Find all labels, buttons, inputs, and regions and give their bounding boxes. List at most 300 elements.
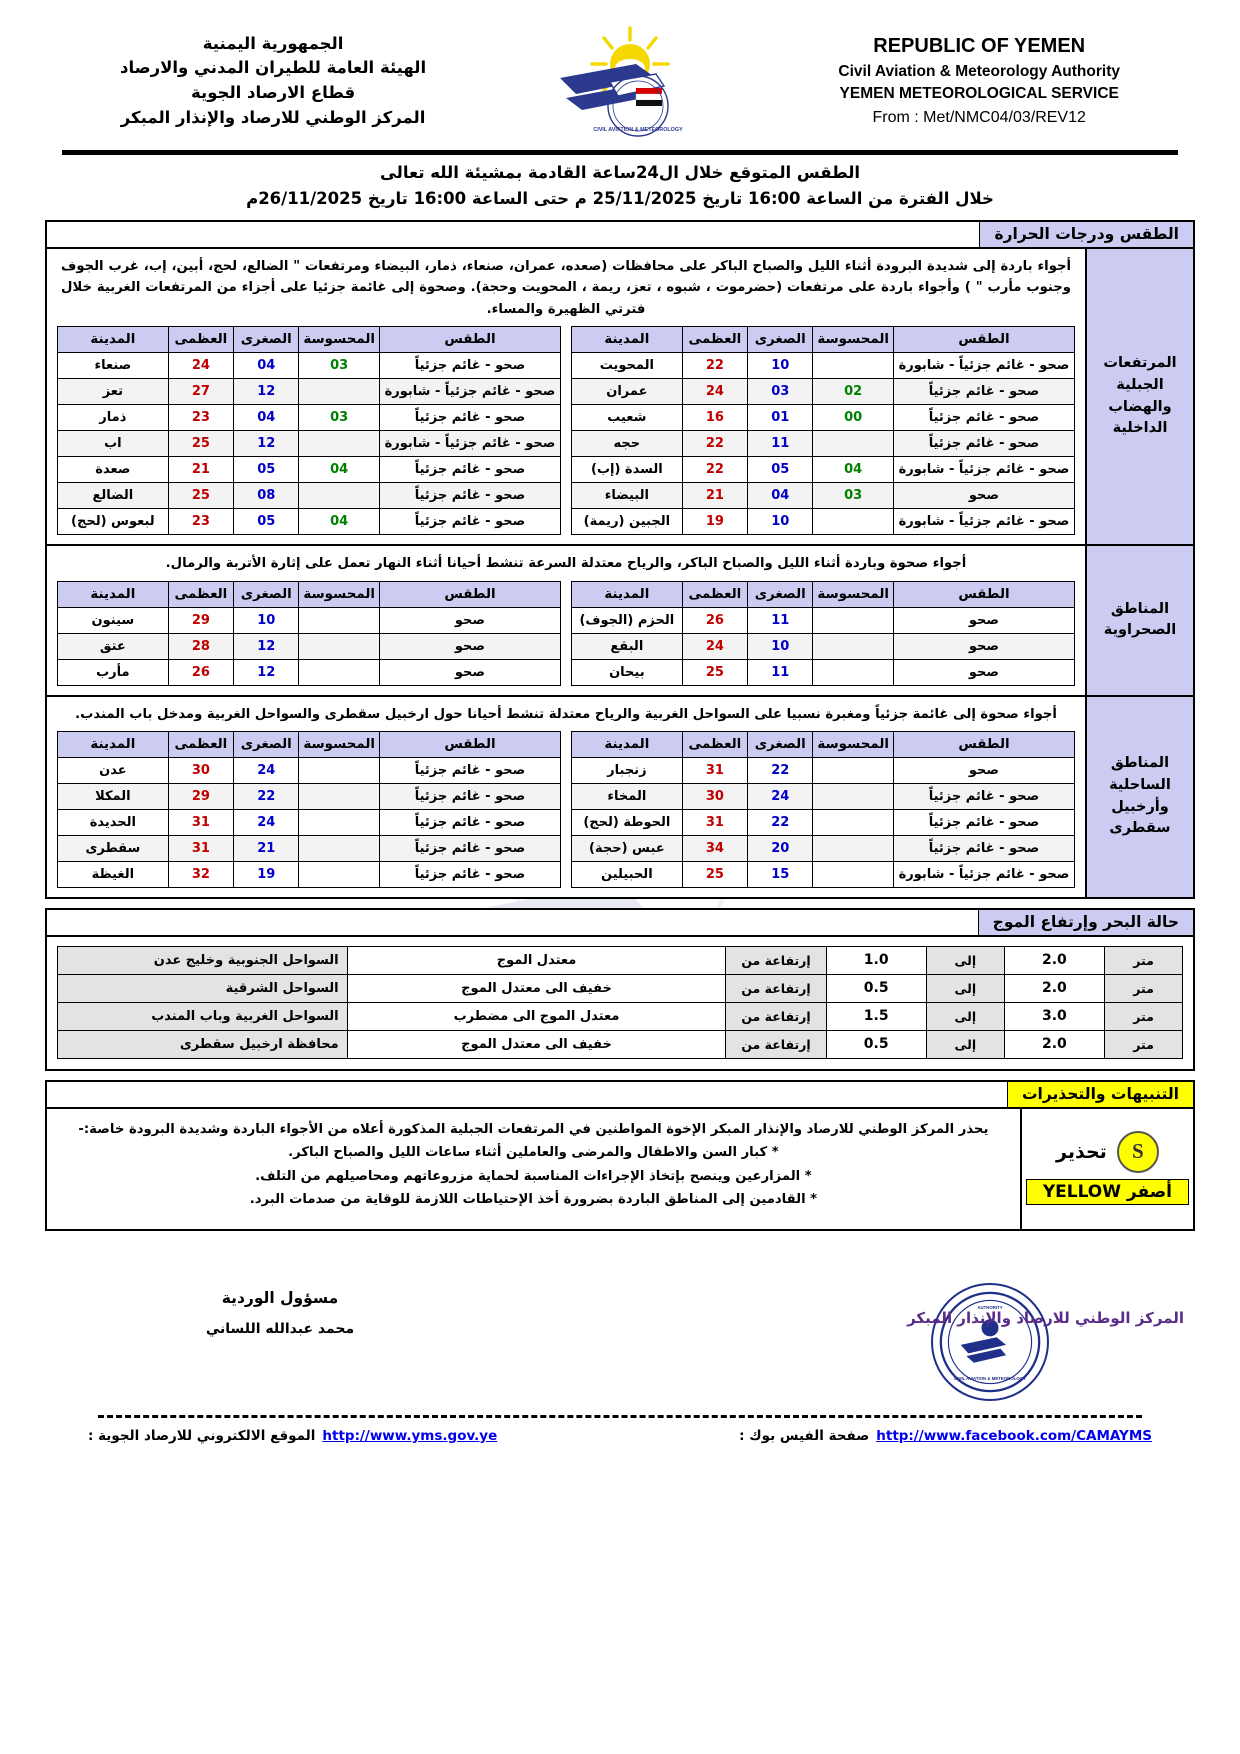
- cell-unit: متر: [1105, 946, 1183, 974]
- cell-min: 24: [748, 783, 813, 809]
- cell-weather: صحو - غائم جزئياً: [379, 405, 560, 431]
- cell-max: 25: [682, 659, 747, 685]
- warning-section-headbar: [47, 1082, 1193, 1109]
- cell-city: بيحان: [572, 659, 683, 685]
- table-row: [572, 783, 1075, 809]
- table-row: [58, 431, 561, 457]
- cell-weather: صحو - غائم جزئياً: [379, 783, 560, 809]
- cell-city: السدة (إب): [572, 457, 683, 483]
- cell-feels: 04: [813, 457, 893, 483]
- facebook-link-group[interactable]: [739, 1428, 1152, 1444]
- desert-table-left: [571, 581, 1075, 686]
- cell-min: 15: [748, 861, 813, 887]
- arabic-header-line1: الجمهورية اليمنية: [202, 33, 344, 53]
- table-row: [58, 405, 561, 431]
- cell-weather: صحو - غائم جزئياً: [893, 835, 1074, 861]
- stamp-caption: المركز الوطني للارصاد والإنذار المبكر: [907, 1308, 1184, 1327]
- col-weather: الطقس: [893, 327, 1074, 353]
- cell-min: 19: [234, 861, 299, 887]
- col-max: العظمى: [168, 731, 233, 757]
- cell-city: لبعوس (لحج): [58, 509, 169, 535]
- cell-sea-state: معتدل الموج: [347, 946, 726, 974]
- cell-unit: متر: [1105, 1002, 1183, 1030]
- table-row: [572, 509, 1075, 535]
- warning-bullet-3: * القادمين إلى المناطق الباردة بضرورة أخذ الإحتياطات اللازمة للوقاية من صدمات البرد.: [249, 1192, 818, 1208]
- table-row: [572, 659, 1075, 685]
- english-header-line1: REPUBLIC OF YEMEN: [873, 35, 1086, 58]
- cell-weather: صحو - غائم جزئياً: [893, 379, 1074, 405]
- col-max: العظمى: [682, 581, 747, 607]
- cell-min: 05: [748, 457, 813, 483]
- cell-min: 11: [748, 607, 813, 633]
- cell-min: 12: [234, 659, 299, 685]
- cell-city: البقع: [572, 633, 683, 659]
- cell-min: 04: [234, 353, 299, 379]
- mountains-table-left: [571, 326, 1075, 535]
- cell-city: سينون: [58, 607, 169, 633]
- cell-feels: 00: [813, 405, 893, 431]
- warning-lead: يحذر المركز الوطني للارصاد والإنذار المبكر الإخوة المواطنين في المرتفعات الجبلية المذكورة أعلاه من الأجواء الباردة وشديدة البرودة خاصة:-: [78, 1121, 989, 1137]
- cell-weather: صحو - غائم جزئياً - شابورة: [379, 431, 560, 457]
- cell-max: 27: [168, 379, 233, 405]
- cell-feels: [299, 809, 379, 835]
- cell-min: 24: [234, 809, 299, 835]
- cell-city: حجه: [572, 431, 683, 457]
- cell-max: 31: [682, 757, 747, 783]
- group-desert-label: المناطق الصحراوية: [1085, 546, 1193, 694]
- col-feels: المحسوسة: [813, 327, 893, 353]
- group-coastal-description: أجواء صحوة إلى غائمة جزئياً ومغبرة نسبيا على السواحل الغربية والرياح معتدلة تنشط أحيانا حول ارخبيل سقطرى والسواحل الغربية ومدخل باب المندب.: [75, 706, 1057, 722]
- warning-bullet-1: * كبار السن والاطفال والمرضى والعاملين أثناء ساعات الليل والصباح الباكر.: [288, 1145, 779, 1161]
- cell-unit: متر: [1105, 1030, 1183, 1058]
- cell-min: 01: [748, 405, 813, 431]
- cell-min: 12: [234, 633, 299, 659]
- cell-city: مأرب: [58, 659, 169, 685]
- cell-feels: 04: [299, 457, 379, 483]
- cell-min: 21: [234, 835, 299, 861]
- cell-wave-to: 2.0: [1004, 946, 1104, 974]
- table-row: [572, 379, 1075, 405]
- cell-max: 30: [168, 757, 233, 783]
- table-row: [572, 809, 1075, 835]
- cell-city: عمران: [572, 379, 683, 405]
- arabic-header-line2: الهيئة العامة للطيران المدني والارصاد: [120, 58, 427, 78]
- table-row: [58, 861, 561, 887]
- col-feels: المحسوسة: [299, 327, 379, 353]
- cell-feels: [299, 633, 379, 659]
- cell-max: 29: [168, 607, 233, 633]
- cell-max: 25: [168, 483, 233, 509]
- cell-weather: صحو - غائم جزئياً: [379, 809, 560, 835]
- cell-min: 10: [748, 353, 813, 379]
- cell-max: 28: [168, 633, 233, 659]
- cell-sea-region: السواحل الشرقية: [58, 974, 348, 1002]
- warning-word: تحذير: [1056, 1140, 1107, 1163]
- cell-from-label: إرتفاعة من: [726, 946, 826, 974]
- cell-weather: صحو: [379, 633, 560, 659]
- weather-section-headbar: [47, 222, 1193, 249]
- table-row: [58, 835, 561, 861]
- cell-city: المكلا: [58, 783, 169, 809]
- cell-min: 05: [234, 509, 299, 535]
- cell-weather: صحو - غائم جزئياً: [893, 783, 1074, 809]
- cell-min: 10: [234, 607, 299, 633]
- col-max: العظمى: [168, 327, 233, 353]
- cell-weather: صحو - غائم جزئياً: [893, 809, 1074, 835]
- cell-city: الغيظة: [58, 861, 169, 887]
- authority-logo: [562, 26, 702, 136]
- cell-city: الجبين (ريمة): [572, 509, 683, 535]
- arabic-header-line3: قطاع الارصاد الجوية: [191, 83, 356, 102]
- cell-min: 10: [748, 509, 813, 535]
- group-coastal-label: المناطق الساحلية وأرخبيل سقطرى: [1085, 697, 1193, 897]
- col-city: المدينة: [58, 327, 169, 353]
- cell-wave-from: 1.0: [826, 946, 926, 974]
- table-row: [58, 509, 561, 535]
- masthead: [0, 0, 1240, 142]
- table-row: [58, 974, 1183, 1002]
- col-min: الصغرى: [748, 581, 813, 607]
- cell-feels: [299, 379, 379, 405]
- cell-max: 34: [682, 835, 747, 861]
- weather-section: [45, 220, 1195, 899]
- table-row: [58, 783, 561, 809]
- cell-max: 22: [682, 431, 747, 457]
- cell-min: 11: [748, 659, 813, 685]
- coastal-table-left: [571, 731, 1075, 888]
- cell-city: ذمار: [58, 405, 169, 431]
- cell-weather: صحو - غائم جزئياً - شابورة: [893, 509, 1074, 535]
- sea-section-headbar: [47, 910, 1193, 937]
- warning-badge: [1020, 1109, 1193, 1229]
- cell-min: 12: [234, 379, 299, 405]
- svg-text:AUTHORITY: AUTHORITY: [977, 1304, 1003, 1310]
- cell-sea-state: خفيف الى معتدل الموج: [347, 1030, 726, 1058]
- cell-feels: [299, 835, 379, 861]
- title-block: [0, 155, 1240, 214]
- table-row: [58, 1002, 1183, 1030]
- cell-weather: صحو: [379, 659, 560, 685]
- desert-table-right: [57, 581, 561, 686]
- table-row: [58, 633, 561, 659]
- cell-from-label: إرتفاعة من: [726, 1030, 826, 1058]
- cell-city: اب: [58, 431, 169, 457]
- cell-sea-region: محافظة ارخبيل سقطرى: [58, 1030, 348, 1058]
- cell-feels: 04: [299, 509, 379, 535]
- cell-feels: [813, 835, 893, 861]
- col-min: الصغرى: [234, 327, 299, 353]
- cell-max: 22: [682, 353, 747, 379]
- col-city: المدينة: [58, 731, 169, 757]
- cell-max: 23: [168, 509, 233, 535]
- cell-weather: صحو - غائم جزئياً: [379, 483, 560, 509]
- col-min: الصغرى: [234, 731, 299, 757]
- col-city: المدينة: [58, 581, 169, 607]
- col-city: المدينة: [572, 581, 683, 607]
- table-row: [58, 946, 1183, 974]
- cell-wave-to: 2.0: [1004, 974, 1104, 1002]
- cell-feels: [299, 483, 379, 509]
- cell-max: 23: [168, 405, 233, 431]
- col-weather: الطقس: [893, 581, 1074, 607]
- cell-city: عتق: [58, 633, 169, 659]
- website-link-group[interactable]: [88, 1428, 497, 1444]
- cell-weather: صحو - غائم جزئياً: [379, 509, 560, 535]
- cell-min: 24: [234, 757, 299, 783]
- group-desert-description: أجواء صحوة وباردة أثناء الليل والصباح الباكر، والرياح معتدلة السرعة تنشط أحيانا أثناء النهار تعمل على إثارة الأتربة والرمال.: [165, 556, 967, 572]
- cell-city: سقطرى: [58, 835, 169, 861]
- cell-min: 11: [748, 431, 813, 457]
- cell-feels: [813, 633, 893, 659]
- cell-min: 22: [234, 783, 299, 809]
- cell-max: 21: [682, 483, 747, 509]
- cell-min: 05: [234, 457, 299, 483]
- cell-max: 25: [168, 431, 233, 457]
- table-row: [572, 353, 1075, 379]
- cell-feels: [299, 659, 379, 685]
- col-max: العظمى: [168, 581, 233, 607]
- cell-max: 16: [682, 405, 747, 431]
- cell-weather: صحو: [893, 483, 1074, 509]
- forecast-period: خلال الفترة من الساعة 16:00 تاريخ 25/11/2025 م حتى الساعة 16:00 تاريخ 26/11/2025م: [246, 189, 994, 208]
- col-weather: الطقس: [893, 731, 1074, 757]
- cell-feels: [813, 353, 893, 379]
- cell-feels: [299, 783, 379, 809]
- cell-wave-from: 0.5: [826, 1030, 926, 1058]
- col-min: الصغرى: [748, 327, 813, 353]
- cell-weather: صحو: [893, 633, 1074, 659]
- cell-min: 20: [748, 835, 813, 861]
- cell-weather: صحو: [893, 659, 1074, 685]
- table-row: [572, 633, 1075, 659]
- col-max: العظمى: [682, 327, 747, 353]
- cell-city: البيضاء: [572, 483, 683, 509]
- col-city: المدينة: [572, 327, 683, 353]
- warning-level-badge: أصفر YELLOW: [1026, 1179, 1189, 1205]
- cell-weather: صحو - غائم جزئياً: [379, 353, 560, 379]
- cell-feels: 03: [813, 483, 893, 509]
- sea-section: [45, 908, 1195, 1071]
- website-label: الموقع الالكتروني للارصاد الجوية :: [88, 1427, 316, 1444]
- table-row: [572, 483, 1075, 509]
- cell-city: زنجبار: [572, 757, 683, 783]
- table-row: [58, 1030, 1183, 1058]
- sea-section-title: حالة البحر وإرتفاع الموج: [978, 910, 1193, 935]
- cell-weather: صحو - غائم جزئياً: [893, 405, 1074, 431]
- cell-city: الحبيلين: [572, 861, 683, 887]
- footer: [70, 1283, 1184, 1444]
- warning-text: [47, 1109, 1020, 1229]
- cell-min: 04: [748, 483, 813, 509]
- cell-feels: [813, 659, 893, 685]
- cell-from-label: إرتفاعة من: [726, 1002, 826, 1030]
- cell-city: شعيب: [572, 405, 683, 431]
- cell-city: الحوطة (لحج): [572, 809, 683, 835]
- col-feels: المحسوسة: [299, 731, 379, 757]
- cell-min: 04: [234, 405, 299, 431]
- table-row: [58, 353, 561, 379]
- svg-text:CIVIL AVIATION & METEOROLOGY: CIVIL AVIATION & METEOROLOGY: [954, 1375, 1026, 1381]
- table-row: [58, 379, 561, 405]
- cell-feels: [299, 861, 379, 887]
- col-feels: المحسوسة: [299, 581, 379, 607]
- cell-sea-region: السواحل الغربية وباب المندب: [58, 1002, 348, 1030]
- cell-to-label: إلى: [926, 1030, 1004, 1058]
- group-coastal: [47, 695, 1193, 897]
- mountains-table-right: [57, 326, 561, 535]
- website-url[interactable]: http://www.yms.gov.ye: [322, 1427, 498, 1444]
- cell-min: 10: [748, 633, 813, 659]
- cell-to-label: إلى: [926, 974, 1004, 1002]
- cell-max: 24: [682, 633, 747, 659]
- cell-feels: [813, 861, 893, 887]
- cell-city: عبس (حجة): [572, 835, 683, 861]
- english-header: [838, 32, 1120, 129]
- cell-feels: 03: [299, 405, 379, 431]
- table-row: [58, 757, 561, 783]
- group-mountains-label: المرتفعات الجبلية والهضاب الداخلية: [1085, 249, 1193, 544]
- table-row: [572, 607, 1075, 633]
- cell-sea-state: معتدل الموج الى مضطرب: [347, 1002, 726, 1030]
- group-mountains: [47, 249, 1193, 544]
- cell-max: 32: [168, 861, 233, 887]
- cell-weather: صحو - غائم جزئياً: [893, 431, 1074, 457]
- group-desert: [47, 544, 1193, 694]
- cell-sea-region: السواحل الجنوبية وخليج عدن: [58, 946, 348, 974]
- cell-to-label: إلى: [926, 946, 1004, 974]
- cell-city: الضالع: [58, 483, 169, 509]
- col-weather: الطقس: [379, 731, 560, 757]
- cell-wave-to: 3.0: [1004, 1002, 1104, 1030]
- cell-feels: [299, 431, 379, 457]
- cell-from-label: إرتفاعة من: [726, 974, 826, 1002]
- cell-min: 03: [748, 379, 813, 405]
- cell-unit: متر: [1105, 974, 1183, 1002]
- col-feels: المحسوسة: [813, 581, 893, 607]
- cell-weather: صحو - غائم جزئياً: [379, 861, 560, 887]
- cell-max: 26: [168, 659, 233, 685]
- cell-feels: [299, 757, 379, 783]
- col-city: المدينة: [572, 731, 683, 757]
- cell-feels: [813, 607, 893, 633]
- cell-weather: صحو: [893, 757, 1074, 783]
- footer-links: [70, 1418, 1170, 1444]
- cell-min: 22: [748, 809, 813, 835]
- cell-min: 12: [234, 431, 299, 457]
- cell-feels: [813, 509, 893, 535]
- table-row: [58, 659, 561, 685]
- cell-city: صنعاء: [58, 353, 169, 379]
- table-row: [572, 757, 1075, 783]
- cell-weather: صحو - غائم جزئياً: [379, 835, 560, 861]
- cell-feels: [813, 757, 893, 783]
- cell-to-label: إلى: [926, 1002, 1004, 1030]
- duty-officer-title: مسؤول الوردية: [221, 1288, 339, 1307]
- table-row: [58, 483, 561, 509]
- cell-feels: 02: [813, 379, 893, 405]
- cell-sea-state: خفيف الى معتدل الموج: [347, 974, 726, 1002]
- col-weather: الطقس: [379, 581, 560, 607]
- cell-weather: صحو - غائم جزئياً - شابورة: [893, 353, 1074, 379]
- sea-table: [57, 946, 1183, 1059]
- cell-weather: صحو - غائم جزئياً: [379, 757, 560, 783]
- cell-max: 25: [682, 861, 747, 887]
- col-max: العظمى: [682, 731, 747, 757]
- english-header-line3: YEMEN METEOROLOGICAL SERVICE: [839, 84, 1119, 102]
- col-min: الصغرى: [234, 581, 299, 607]
- col-min: الصغرى: [748, 731, 813, 757]
- cell-feels: [813, 809, 893, 835]
- cell-max: 30: [682, 783, 747, 809]
- cell-max: 21: [168, 457, 233, 483]
- warning-bullet-2: * المزارعين وينصح بإتخاذ الإجراءات المناسبة لحماية مزروعاتهم ومحاصيلهم من التلف.: [255, 1168, 812, 1184]
- cell-min: 22: [748, 757, 813, 783]
- cell-weather: صحو - غائم جزئياً - شابورة: [379, 379, 560, 405]
- cell-min: 08: [234, 483, 299, 509]
- cell-wave-from: 0.5: [826, 974, 926, 1002]
- cell-feels: 03: [299, 353, 379, 379]
- cell-max: 31: [168, 835, 233, 861]
- cell-feels: [813, 783, 893, 809]
- english-header-line2: Civil Aviation & Meteorology Authority: [838, 62, 1120, 80]
- cell-weather: صحو - غائم جزئياً - شابورة: [893, 861, 1074, 887]
- cell-city: عدن: [58, 757, 169, 783]
- coastal-table-right: [57, 731, 561, 888]
- table-row: [58, 457, 561, 483]
- cell-city: الحزم (الجوف): [572, 607, 683, 633]
- facebook-label: صفحة الفيس بوك :: [739, 1427, 870, 1444]
- table-row: [572, 431, 1075, 457]
- table-row: [572, 861, 1075, 887]
- group-mountains-description: أجواء باردة إلى شديدة البرودة أثناء الليل والصباح الباكر على محافظات (صعده، عمران، صنعاء، ذمار، البيضاء ومرتفعات " الضالع، لحج، أبين، إب، غرب الجوف وجنوب مأرب " ) وأجواء باردة على مرتفعات (حضرموت ، شبوه ، تعز، ريمة ، المحويت وحجة). وصحوة إلى غائمة جزئيا على أجزاء من المرتفعات الغربية خلال فترتي الظهيرة والمساء.: [61, 259, 1071, 317]
- cell-city: صعدة: [58, 457, 169, 483]
- svg-text:CIVIL AVIATION & METEOROLOGY: CIVIL AVIATION & METEOROLOGY: [593, 127, 683, 133]
- col-feels: المحسوسة: [813, 731, 893, 757]
- cell-city: المخاء: [572, 783, 683, 809]
- table-row: [58, 809, 561, 835]
- warning-section: [45, 1080, 1195, 1231]
- cell-city: تعز: [58, 379, 169, 405]
- col-weather: الطقس: [379, 327, 560, 353]
- table-row: [572, 405, 1075, 431]
- document-reference: From : Met/NMC04/03/REV12: [872, 108, 1086, 126]
- cell-city: الحديدة: [58, 809, 169, 835]
- weather-section-title: الطقس ودرجات الحرارة: [979, 222, 1193, 247]
- cell-weather: صحو: [893, 607, 1074, 633]
- cell-max: 24: [682, 379, 747, 405]
- cell-max: 22: [682, 457, 747, 483]
- arabic-header-line4: المركز الوطني للارصاد والإنذار المبكر: [120, 107, 426, 127]
- cell-weather: صحو - غائم جزئياً - شابورة: [893, 457, 1074, 483]
- facebook-url[interactable]: http://www.facebook.com/CAMAYMS: [876, 1427, 1152, 1444]
- cell-max: 26: [682, 607, 747, 633]
- official-stamp-icon: [931, 1283, 1049, 1401]
- warning-symbol-icon: S: [1117, 1131, 1159, 1173]
- cell-feels: [299, 607, 379, 633]
- table-row: [572, 457, 1075, 483]
- cell-max: 24: [168, 353, 233, 379]
- cell-wave-to: 2.0: [1004, 1030, 1104, 1058]
- warning-section-title: التنبيهات والتحذيرات: [1007, 1082, 1193, 1107]
- duty-officer-name: محمد عبدالله اللساني: [205, 1320, 355, 1337]
- cell-max: 31: [682, 809, 747, 835]
- cell-weather: صحو - غائم جزئياً: [379, 457, 560, 483]
- cell-feels: [813, 431, 893, 457]
- arabic-header: [120, 32, 426, 131]
- stamp-block: [810, 1283, 1184, 1401]
- cell-max: 19: [682, 509, 747, 535]
- duty-officer-block: [70, 1283, 490, 1337]
